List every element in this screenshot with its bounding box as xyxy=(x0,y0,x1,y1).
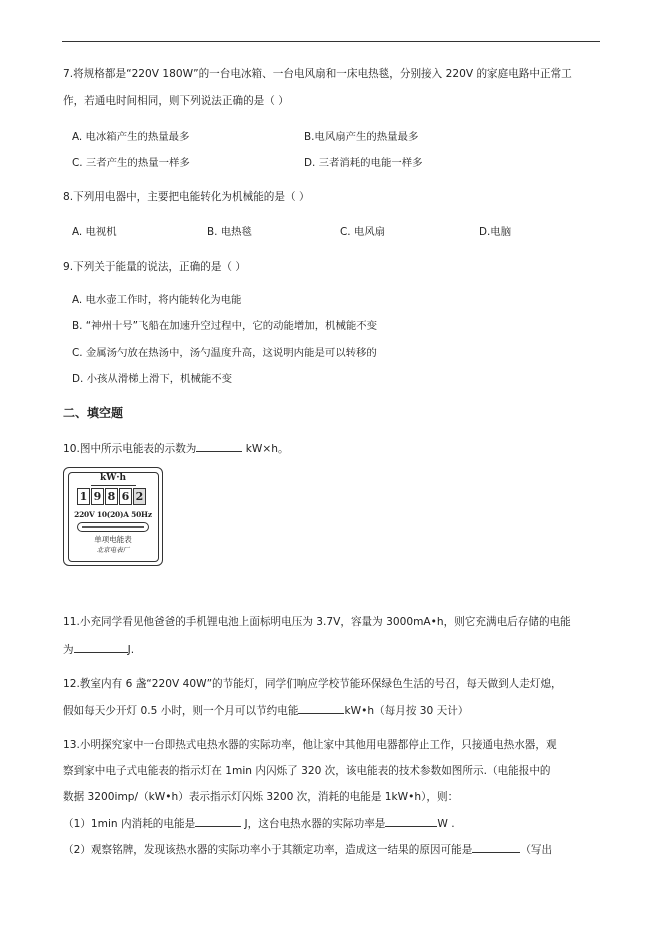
q11-text-before: 为 xyxy=(63,644,74,656)
q7-option-b: B.电风扇产生的热量最多 xyxy=(304,131,419,143)
meter-maker-label: 北京电表厂 xyxy=(96,546,130,554)
q8-option-c: C. 电风扇 xyxy=(340,226,386,238)
meter-unit-label: kW·h xyxy=(99,473,127,483)
q13-sub2-text-before: （2）观察铭牌，发现该热水器的实际功率小于其额定功率，造成这一结果的原因可能是 xyxy=(63,844,473,856)
q7-stem-line1: 7.将规格都是“220V 180W”的一台电冰箱、一台电风扇和一床电热毯，分别接入 220V 的家庭电路中正常工 xyxy=(63,68,572,80)
q11-stem-line2 xyxy=(63,642,134,657)
meter-spec-label: 220V 10(20)A 50Hz xyxy=(74,510,152,519)
q8-option-b: B. 电热毯 xyxy=(207,226,252,238)
q13-sub1-text-before: （1）1min 内消耗的电能是 xyxy=(63,818,196,830)
q13-sub1-text-mid: J，这台电热水器的实际功率是 xyxy=(241,818,386,830)
electric-meter-figure xyxy=(63,467,163,566)
q10-text-after: kW×h。 xyxy=(242,443,289,455)
q13-sub2 xyxy=(63,842,552,857)
q12-answer-blank[interactable] xyxy=(298,703,344,714)
meter-digit: 9 xyxy=(91,488,104,505)
q8-option-d: D.电脑 xyxy=(479,226,512,238)
q13-sub1 xyxy=(63,816,455,831)
q7-option-c: C. 三者产生的热量一样多 xyxy=(72,157,190,169)
q9-stem: 9.下列关于能量的说法，正确的是（ ） xyxy=(63,261,246,273)
q12-text-after: kW•h（每月按 30 天计） xyxy=(344,705,469,717)
q9-option-c: C. 金属汤勺放在热汤中，汤勺温度升高，这说明内能是可以转移的 xyxy=(72,347,377,359)
section-title-fill-blank: 二、填空题 xyxy=(63,406,124,420)
q10-stem xyxy=(63,441,289,456)
q13-stem-line1: 13.小明探究家中一台即热式电热水器的实际功率，他让家中其他用电器都停止工作，只接通电热水器，观 xyxy=(63,739,557,751)
meter-digit-row xyxy=(77,488,147,505)
meter-digit: 8 xyxy=(105,488,118,505)
q13-energy-blank[interactable] xyxy=(195,816,241,827)
q13-reason-blank[interactable] xyxy=(472,842,520,853)
q9-option-a: A. 电水壶工作时，将内能转化为电能 xyxy=(72,294,242,306)
meter-unit-underline xyxy=(91,485,136,486)
q10-answer-blank[interactable] xyxy=(196,441,242,452)
q11-answer-blank[interactable] xyxy=(74,642,128,653)
q12-stem-line2 xyxy=(63,703,468,718)
q10-text-before: 10.图中所示电能表的示数为 xyxy=(63,443,197,455)
meter-digit: 1 xyxy=(77,488,90,505)
meter-name-label: 单项电能表 xyxy=(94,535,132,544)
meter-digit: 6 xyxy=(119,488,132,505)
q11-stem-line1: 11.小充同学看见他爸爸的手机锂电池上面标明电压为 3.7V，容量为 3000mA•h，则它充满电后存储的电能 xyxy=(63,616,571,628)
q9-option-b: B. “神州十号”飞船在加速升空过程中，它的动能增加，机械能不变 xyxy=(72,320,378,332)
q11-text-after: J. xyxy=(127,644,135,656)
q7-option-d: D. 三者消耗的电能一样多 xyxy=(304,157,423,169)
q12-stem-line1: 12.教室内有 6 盏“220V 40W”的节能灯，同学们响应学校节能环保绿色生活的号召，每天做到人走灯熄， xyxy=(63,678,562,690)
q13-sub1-text-after: W . xyxy=(437,818,455,830)
q7-option-a: A. 电冰箱产生的热量最多 xyxy=(72,131,190,143)
meter-digit-decimal: 2 xyxy=(133,488,146,505)
meter-rotor-window xyxy=(77,522,149,532)
q13-stem-line2: 察到家中电子式电能表的指示灯在 1min 内闪烁了 320 次，该电能表的技术参数如图所示.（电能报中的 xyxy=(63,765,551,777)
q8-option-a: A. 电视机 xyxy=(72,226,117,238)
q13-power-blank[interactable] xyxy=(385,816,437,827)
header-rule xyxy=(62,41,600,42)
q13-sub2-text-after: （写出 xyxy=(520,844,553,856)
q9-option-d: D. 小孩从滑梯上滑下，机械能不变 xyxy=(72,373,233,385)
q8-stem: 8.下列用电器中，主要把电能转化为机械能的是（ ） xyxy=(63,191,310,203)
q7-stem-line2: 作，若通电时间相同，则下列说法正确的是（ ） xyxy=(63,95,289,107)
q12-text-before: 假如每天少开灯 0.5 小时，则一个月可以节约电能 xyxy=(63,705,299,717)
q13-stem-line3: 数据 3200imp/（kW•h）表示指示灯闪烁 3200 次，消耗的电能是 1kW•h），则： xyxy=(63,791,459,803)
